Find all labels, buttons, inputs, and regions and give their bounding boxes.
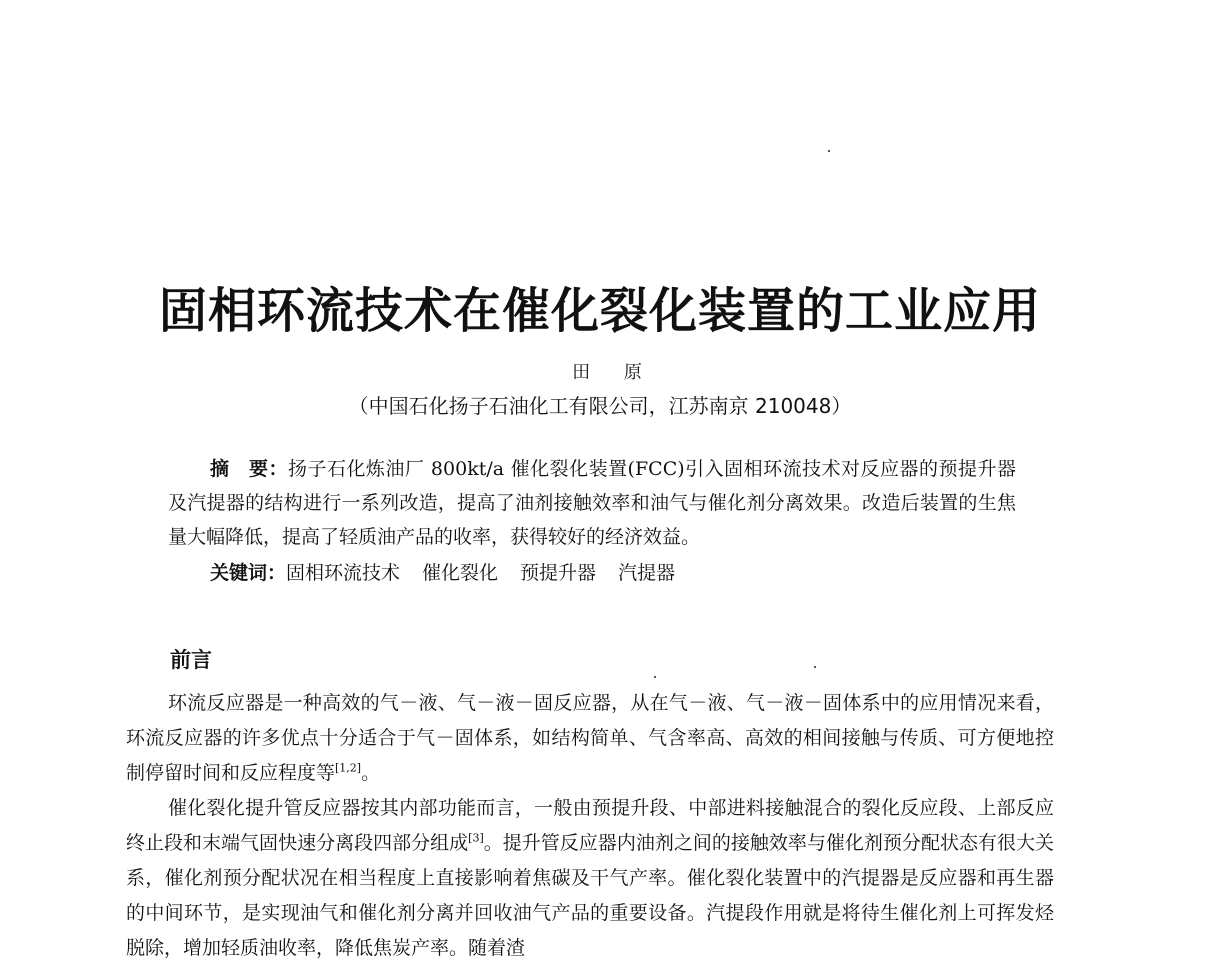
paragraph-text: 。提升管反应器内油剂之间的接触效率与催化剂预分配状态有很大关系，催化剂预分配状况在相当程度上直接影响着焦碳及干气产率。催化裂化装置中的汽提器是反应器和再生器的中间环节，是实现油气和催化剂分离并回收油气产品的重要设备。汽提段作用就是将待生催化剂上可挥发烃脱除，增加轻质油收率，降低焦炭产率。随着渣 (126, 832, 1054, 959)
keyword: 预提升器 (520, 562, 597, 584)
paragraph-text: 。 (361, 762, 381, 784)
paper-title: 固相环流技术在催化裂化装置的工业应用 (158, 283, 1041, 339)
section-heading: 前言 (170, 648, 212, 672)
paragraph (126, 686, 1054, 791)
keywords-label: 关键词： (210, 562, 287, 584)
author-affiliation: （中国石化扬子石油化工有限公司，江苏南京 210048） (348, 394, 852, 418)
paragraph-text: 环流反应器是一种高效的气－液、气－液－固反应器，从在气－液、气－液－固体系中的应用情况来看，环流反应器的许多优点十分适合于气－固体系，如结构简单、气含率高、高效的相间接触与传质、可方便地控制停留时间和反应程度等 (126, 692, 1054, 784)
scan-speck (654, 676, 656, 678)
body-text (126, 686, 1054, 966)
keyword: 固相环流技术 (286, 562, 401, 584)
abstract (168, 452, 1016, 554)
abstract-label: 摘 要： (210, 458, 288, 480)
paragraph (126, 791, 1054, 966)
citation-ref: [3] (468, 831, 484, 845)
keyword: 催化裂化 (422, 562, 499, 584)
abstract-text: 扬子石化炼油厂 800kt/a 催化裂化装置(FCC)引入固相环流技术对反应器的预提升器及汽提器的结构进行一系列改造，提高了油剂接触效率和油气与催化剂分离效果。改造后装置的生焦量大幅降低，提高了轻质油产品的收率，获得较好的经济效益。 (168, 458, 1016, 548)
scan-speck (828, 150, 830, 152)
citation-ref: [1,2] (335, 761, 362, 775)
author-name: 田 原 (572, 362, 656, 383)
keyword: 汽提器 (618, 562, 676, 584)
keywords (210, 556, 1010, 590)
scan-speck (814, 666, 816, 668)
paragraph-text: 催化裂化提升管反应器按其内部功能而言，一般由预提升段、中部进料接触混合的裂化反应段、上部反应终止段和末端气固快速分离段四部分组成 (126, 797, 1054, 854)
